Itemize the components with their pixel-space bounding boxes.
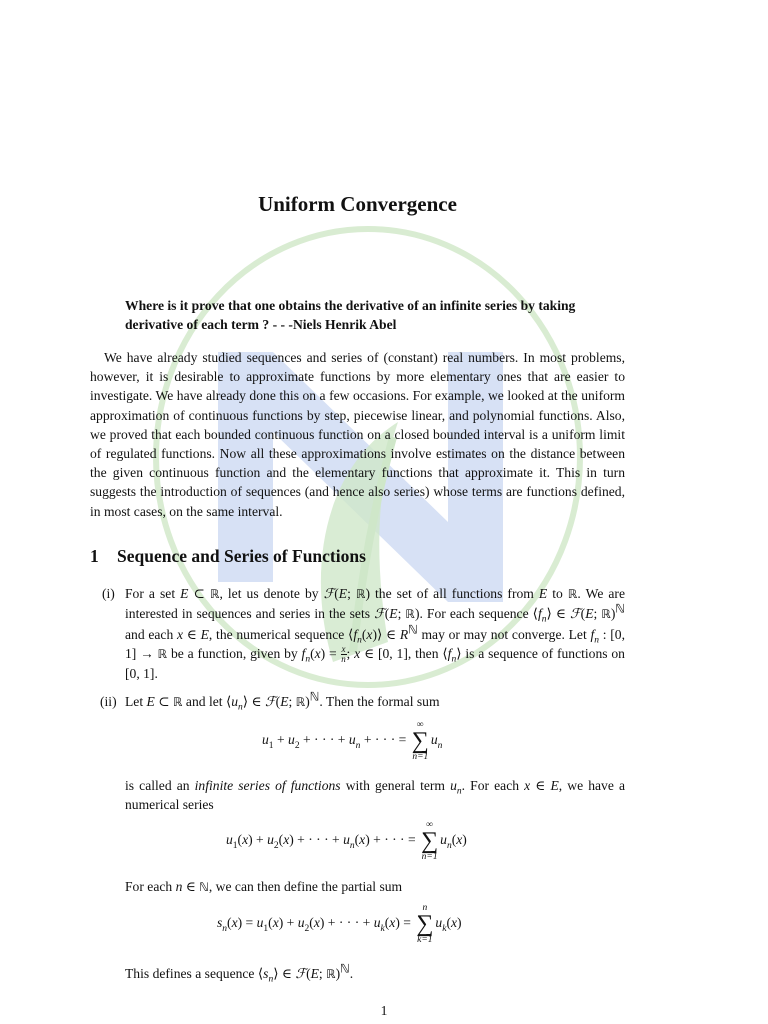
list-item-body: For a set E ⊂ ℝ, let us denote by ℱ(E; ℝ) the set of all functions from E to ℝ. We are interested in sequences and series in the sets ℱ(E; ℝ). For each sequence $⟨f_n⟩$ ∈ ℱ(E; ℝ)$^ℕ$ and each x ∈ E, the numerical sequence $⟨f_n(x)⟩$ ∈ $R^ℕ$ may or may not converge. Let $f_n$ : [0, 1] → ℝ be a function, given by $f_n(x)$ = $\frac{x}{n}$ ; x ∈ [0, 1], then $⟨f_n⟩$ is a sequence of functions on [0, 1]. — [125, 586, 625, 682]
equation-numerical-series: $u_1(x) + u_2(x)$ + · · · + $u_n(x)$ + · · · = ∞ ∑ n=1 $u_n(x)$ — [226, 820, 467, 862]
equation-formal-sum: $u_1 + u_2$ + · · · + $u_n$ + · · · = ∞ ∑ n=1 $u_n$ — [262, 720, 443, 762]
list-item-label: (i) — [102, 586, 115, 601]
epigraph-quote: Where is it prove that one obtains the derivative of an infinite series by taking derivative of each term ? - - -Niels Henrik Abel — [125, 298, 576, 332]
section-title: Sequence and Series of Functions — [117, 546, 366, 566]
page-number: 1 — [380, 1003, 388, 1018]
intro-paragraph: We have already studied sequences and series of (constant) real numbers. In most problems, however, it is desirable to approximate functions by more elementary ones that are easier to investigate. We have already done this on a few occasions. For example, we looked at the uniform approximation of continuous functions by step, piecewise linear, and polynomial functions. Also, we proved that each bounded continuous function on a closed bounded interval is a uniform limit of regulated functions. Now all these approximations involve estimates on the distance between the given continuous function and the elementary functions that approximate it. This in turn suggests the introduction of sequences (and hence also series) whose terms are functions defined, in most cases, on the same interval. — [90, 350, 625, 519]
list-item-i — [90, 584, 625, 684]
document-title: Uniform Convergence — [258, 192, 457, 216]
paragraph-partial-sum: For each n ∈ ℕ, we can then define the partial sum — [125, 879, 403, 894]
paragraph-infinite-series: is called an infinite series of functions with general term $u_n$. For each x ∈ E, we have a numerical series — [125, 778, 625, 813]
section-number: 1 — [90, 546, 99, 566]
equation-partial-sum: $s_n(x) = u_1(x) + u_2(x)$ + · · · + $u_k(x)$ = n ∑ k=1 $u_k(x)$ — [217, 903, 462, 945]
list-item-ii — [90, 689, 625, 713]
list-item-label: (ii) — [100, 694, 117, 709]
section-heading — [90, 546, 366, 567]
list-item-body: Let E ⊂ ℝ and let $⟨u_n⟩$ ∈ ℱ(E; ℝ)$^ℕ$. Then the formal sum — [125, 689, 440, 713]
paragraph-sequence-sn: This defines a sequence $⟨s_n⟩$ ∈ ℱ(E; ℝ)$^ℕ$. — [125, 961, 354, 985]
